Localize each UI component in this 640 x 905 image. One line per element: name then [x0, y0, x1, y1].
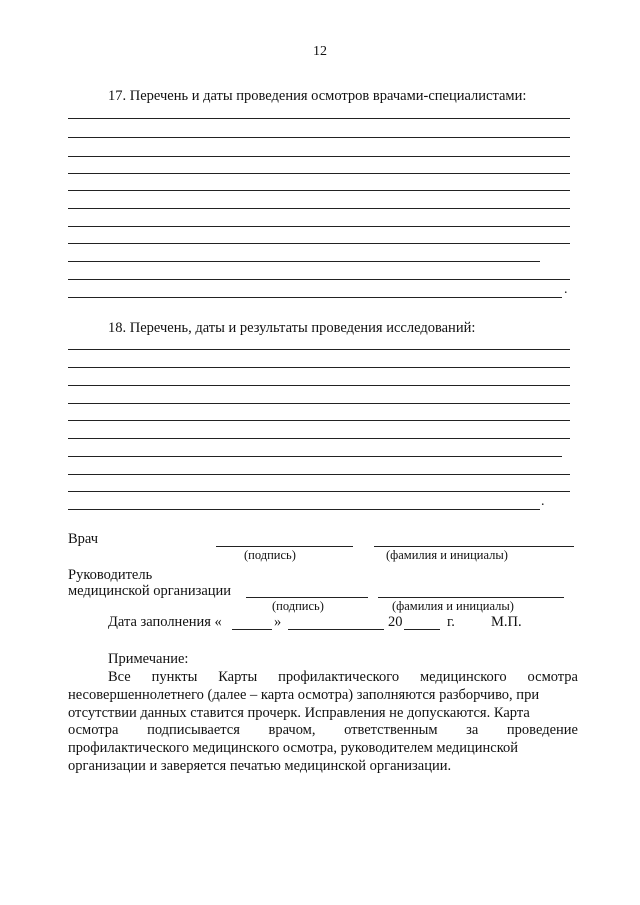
note-line-4: осмотра подписывается врачом, ответственным за проведение: [68, 722, 578, 738]
end-period: .: [541, 494, 545, 509]
year-prefix: 20: [388, 614, 403, 630]
end-period: .: [564, 282, 568, 297]
head-name-caption: (фамилия и инициалы): [392, 599, 514, 613]
note-line-3: отсутствии данных ставится прочерк. Исправления не допускаются. Карта: [68, 705, 530, 721]
blank-line: [68, 456, 562, 457]
blank-line: [68, 438, 570, 439]
blank-line: [68, 208, 570, 209]
date-day-line: [232, 629, 272, 630]
blank-line: [68, 173, 570, 174]
blank-line: [68, 509, 540, 510]
head-signature-caption: (подпись): [272, 599, 324, 613]
doctor-signature-line: [216, 546, 353, 547]
section-18-title: 18. Перечень, даты и результаты проведения исследований:: [108, 320, 476, 336]
head-label-line2: медицинской организации: [68, 583, 232, 599]
section-17-title: 17. Перечень и даты проведения осмотров врачами-специалистами:: [108, 88, 527, 104]
blank-line: [68, 474, 570, 475]
doctor-name-caption: (фамилия и инициалы): [386, 548, 508, 562]
blank-line: [68, 261, 540, 262]
blank-line: [68, 190, 570, 191]
date-label: Дата заполнения «: [108, 614, 222, 630]
blank-line: [68, 491, 570, 492]
head-name-line: [378, 597, 564, 598]
doctor-signature-caption: (подпись): [244, 548, 296, 562]
head-label-line1: Руководитель: [68, 567, 153, 583]
date-year-line: [404, 629, 440, 630]
blank-line: [68, 243, 570, 244]
blank-line: [68, 297, 562, 298]
note-line-5: профилактического медицинского осмотра, руководителем медицинской: [68, 740, 519, 756]
note-line-6: организации и заверяется печатью медицинской организации.: [68, 758, 452, 774]
doctor-name-line: [374, 546, 574, 547]
stamp-label: М.П.: [491, 614, 522, 630]
date-close-quote: »: [274, 614, 282, 630]
note-title: Примечание:: [108, 651, 189, 667]
blank-line: [68, 118, 570, 119]
year-suffix: г.: [447, 614, 455, 630]
blank-line: [68, 403, 570, 404]
blank-line: [68, 279, 570, 280]
blank-line: [68, 385, 570, 386]
blank-line: [68, 420, 570, 421]
note-line-2: несовершеннолетнего (далее – карта осмотра) заполняются разборчиво, при: [68, 687, 540, 703]
blank-line: [68, 349, 570, 350]
date-month-line: [288, 629, 384, 630]
page-number: 12: [313, 44, 327, 59]
blank-line: [68, 367, 570, 368]
blank-line: [68, 226, 570, 227]
head-signature-line: [246, 597, 368, 598]
note-line-1: Все пункты Карты профилактического медицинского осмотра: [108, 669, 578, 685]
doctor-label: Врач: [68, 531, 99, 547]
blank-line: [68, 156, 570, 157]
blank-line: [68, 137, 570, 138]
